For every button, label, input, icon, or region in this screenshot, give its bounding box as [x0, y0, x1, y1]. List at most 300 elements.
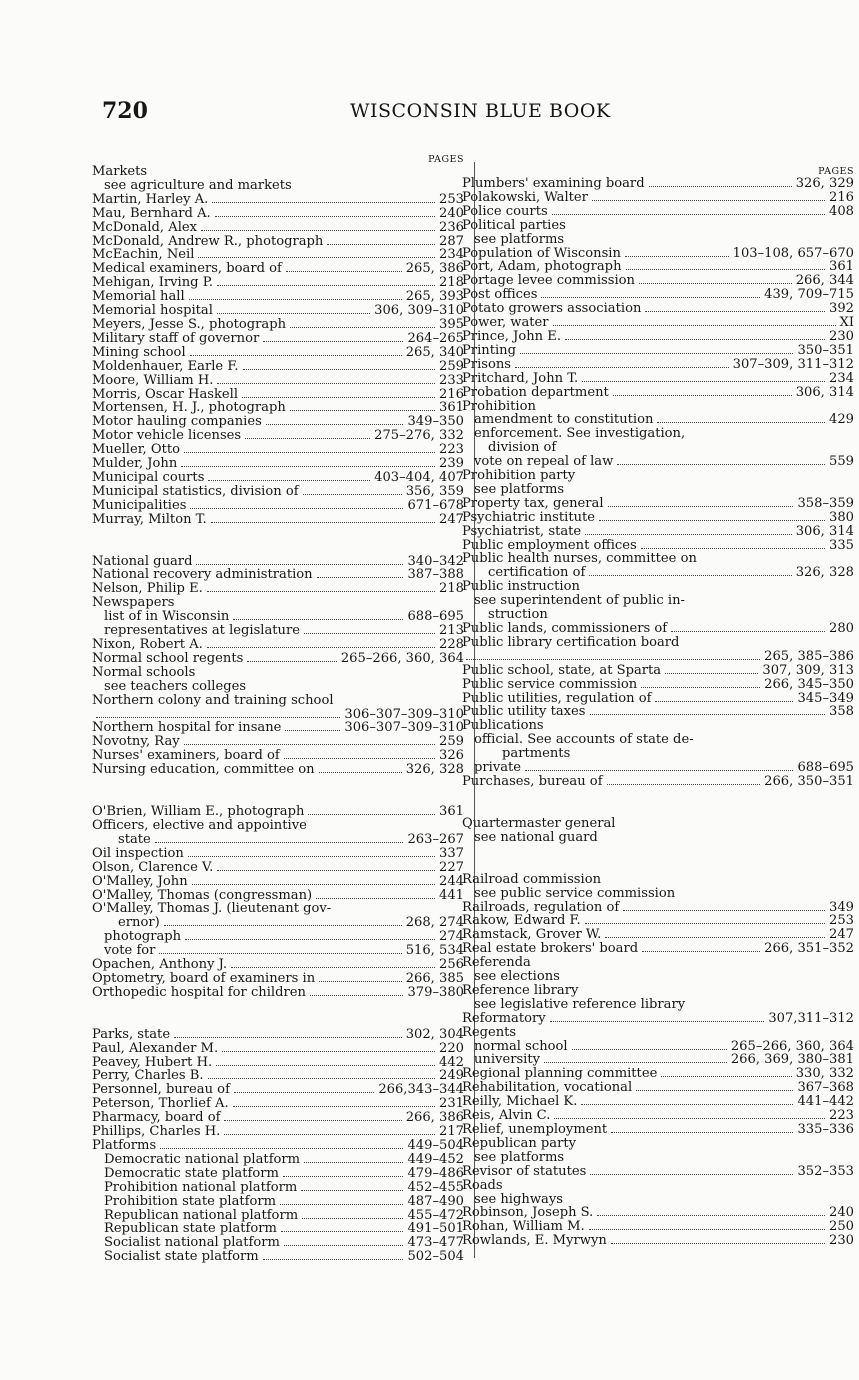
letter-group-gap — [92, 777, 464, 805]
dot-leader — [285, 730, 340, 731]
entry-pages: 216 — [829, 189, 854, 205]
entry-term: Military staff of governor — [92, 330, 260, 346]
entry-term: Municipal courts — [92, 469, 205, 485]
running-title: WISCONSIN BLUE BOOK — [350, 100, 611, 122]
entry-pages: 306, 314 — [795, 384, 854, 400]
entry-term: Paul, Alexander M. — [92, 1040, 219, 1056]
entry-term: Roads — [462, 1177, 503, 1193]
entry-term: official. See accounts of state de- — [474, 732, 694, 748]
dot-leader — [639, 283, 792, 284]
index-entry — [462, 330, 854, 344]
index-entry — [462, 1040, 854, 1054]
entry-pages: 234 — [439, 247, 464, 263]
entry-term: Northern colony and training school — [92, 692, 334, 708]
entry-term: Probation department — [462, 384, 609, 400]
entry-pages: 239 — [439, 456, 464, 472]
entry-pages: 356, 359 — [405, 483, 464, 499]
entry-term: normal school — [474, 1038, 568, 1054]
entry-term: Meyers, Jesse S., photograph — [92, 316, 287, 332]
entry-pages: 429 — [829, 412, 854, 428]
entry-pages: 247 — [829, 927, 854, 943]
index-entry — [92, 1209, 464, 1223]
index-column-right — [462, 166, 854, 1248]
entry-term: see superintendent of public in- — [474, 593, 685, 609]
index-entry — [92, 429, 464, 443]
dot-leader — [217, 870, 435, 871]
entry-term: Optometry, board of examiners in — [92, 970, 316, 986]
entry-term: Moore, William H. — [92, 372, 214, 388]
entry-term: Public service commission — [462, 676, 638, 692]
entry-term: Nelson, Philip E. — [92, 581, 203, 597]
index-entry — [462, 1012, 854, 1026]
entry-term: vote on repeal of law — [474, 454, 614, 470]
index-entry — [462, 177, 854, 191]
entry-pages: 441 — [439, 887, 464, 903]
entry-term: O'Brien, William E., photograph — [92, 804, 305, 820]
entry-pages: 306–307–309–310 — [344, 706, 464, 722]
dot-leader — [304, 1162, 403, 1163]
index-entry — [462, 942, 854, 956]
entry-term: Prisons — [462, 356, 512, 372]
dot-leader — [266, 424, 404, 425]
entry-term: Orthopedic hospital for children — [92, 984, 306, 1000]
entry-pages: 350–351 — [797, 342, 854, 358]
entry-pages: 234 — [829, 370, 854, 386]
dot-leader — [196, 564, 403, 565]
entry-pages: 408 — [829, 203, 854, 219]
entry-term: National recovery administration — [92, 567, 313, 583]
index-entry — [92, 1236, 464, 1250]
dot-leader — [207, 591, 435, 592]
index-entry — [92, 401, 464, 415]
entry-pages: 266, 345–350 — [764, 676, 854, 692]
dot-leader — [466, 659, 760, 660]
entry-term: Public instruction — [462, 579, 580, 595]
dot-leader — [281, 1231, 404, 1232]
entry-pages: 223 — [439, 442, 464, 458]
index-entry — [462, 511, 854, 525]
entry-pages: 367–368 — [797, 1080, 854, 1096]
dot-leader — [327, 244, 435, 245]
entry-term: Public utilities, regulation of — [462, 690, 652, 706]
index-entry — [462, 552, 854, 566]
index-entry — [462, 747, 854, 761]
dot-leader — [284, 758, 435, 759]
index-entry — [462, 636, 854, 650]
index-entry — [92, 179, 464, 193]
index-entry — [462, 998, 854, 1012]
entry-term: O'Malley, Thomas (congressman) — [92, 887, 313, 903]
index-entry — [92, 332, 464, 346]
entry-term: Post offices — [462, 287, 538, 303]
entry-term: Rehabilitation, vocational — [462, 1080, 633, 1096]
index-entry — [462, 483, 854, 497]
entry-pages: 253 — [439, 191, 464, 207]
entry-pages: 266, 386 — [405, 1110, 464, 1126]
entry-term: Plumbers' examining board — [462, 176, 645, 191]
entry-term: Newspapers — [92, 595, 175, 611]
dot-leader — [565, 339, 825, 340]
dot-leader — [280, 1204, 403, 1205]
entry-term: Normal schools — [92, 664, 196, 680]
index-entry — [92, 1097, 464, 1111]
dot-leader — [317, 577, 404, 578]
entry-term: see highways — [474, 1191, 563, 1207]
entry-pages: 306, 309–310 — [374, 303, 464, 319]
index-entry — [92, 596, 464, 610]
entry-term: private — [474, 760, 522, 776]
dot-leader — [626, 269, 826, 270]
index-entry — [92, 652, 464, 666]
entry-pages: 216 — [439, 386, 464, 402]
entry-pages: 361 — [439, 804, 464, 820]
index-entry — [92, 235, 464, 249]
index-entry — [92, 346, 464, 360]
entry-term: Nurses' examiners, board of — [92, 748, 280, 764]
entry-pages: 449–504 — [407, 1138, 464, 1153]
entry-term: ernor) — [118, 915, 160, 931]
dot-leader — [585, 534, 792, 535]
index-entry — [462, 664, 854, 678]
entry-term: Relief, unemployment — [462, 1122, 608, 1137]
entry-term: Psychiatric institute — [462, 509, 596, 525]
entry-pages: 358 — [829, 704, 854, 720]
index-entry — [462, 316, 854, 330]
entry-term: Purchases, bureau of — [462, 773, 603, 789]
entry-pages: 231 — [439, 1096, 464, 1112]
entry-pages: 349–350 — [407, 414, 464, 430]
dot-leader — [247, 661, 337, 662]
entry-term: Peavey, Hubert H. — [92, 1054, 213, 1070]
entry-pages: XI — [839, 315, 854, 331]
index-entry — [92, 847, 464, 861]
index-entry — [92, 1139, 464, 1153]
entry-term: Personnel, bureau of — [92, 1082, 230, 1098]
index-entry — [462, 1095, 854, 1109]
entry-term: Prohibition national platform — [104, 1179, 298, 1195]
index-entry — [92, 1222, 464, 1236]
entry-pages: 275–276, 332 — [374, 428, 464, 444]
entry-term: McDonald, Andrew R., photograph — [92, 233, 324, 249]
index-entry — [462, 594, 854, 608]
index-entry — [462, 469, 854, 483]
dot-leader — [641, 687, 760, 688]
dot-leader — [585, 923, 825, 924]
index-entry — [462, 497, 854, 511]
dot-leader — [582, 381, 825, 382]
dot-leader — [611, 1243, 825, 1244]
entry-term: Democratic state platform — [104, 1165, 279, 1181]
entry-term: Nixon, Robert A. — [92, 637, 203, 652]
index-entry — [462, 1234, 854, 1248]
entry-term: state — [118, 831, 151, 847]
entry-pages: 688–695 — [797, 760, 854, 776]
dot-leader — [201, 230, 435, 231]
index-entry — [462, 733, 854, 747]
entry-term: Platforms — [92, 1138, 157, 1153]
dot-leader — [607, 784, 761, 785]
entry-term: Public school, state, at Sparta — [462, 662, 662, 678]
entry-pages: 326, 328 — [405, 762, 464, 778]
entry-pages: 250 — [829, 1219, 854, 1235]
entry-term: Real estate brokers' board — [462, 941, 639, 957]
entry-term: Memorial hospital — [92, 303, 213, 319]
entry-pages: 218 — [439, 275, 464, 291]
entry-pages: 265, 393 — [405, 289, 464, 305]
entry-term: Reformatory — [462, 1010, 546, 1026]
index-entry — [462, 775, 854, 789]
index-entry — [92, 1167, 464, 1181]
index-entry — [92, 165, 464, 179]
entry-pages: 395 — [439, 316, 464, 332]
index-entry — [462, 1193, 854, 1207]
entry-pages: 307,311–312 — [768, 1010, 854, 1026]
entry-pages: 392 — [829, 301, 854, 317]
dot-leader — [242, 397, 435, 398]
dot-leader — [207, 647, 435, 648]
dot-leader — [212, 202, 435, 203]
entry-term: McEachin, Neil — [92, 247, 195, 263]
index-entry — [462, 956, 854, 970]
dot-leader — [184, 744, 435, 745]
entry-term: National guard — [92, 553, 193, 569]
dot-leader — [96, 717, 340, 718]
index-entry — [462, 692, 854, 706]
entry-term: Quartermaster general — [462, 815, 616, 831]
pages-heading: PAGES — [818, 166, 854, 177]
entry-term: Socialist state platform — [104, 1249, 259, 1265]
index-entry — [462, 1067, 854, 1081]
entry-term: Pharmacy, board of — [92, 1110, 221, 1126]
entry-term: Publications — [462, 718, 544, 734]
entry-term: Nursing education, committee on — [92, 762, 315, 778]
index-entry — [462, 1137, 854, 1151]
entry-term: Regents — [462, 1024, 517, 1040]
index-entry — [92, 471, 464, 485]
dot-leader — [661, 1076, 791, 1077]
index-entry — [462, 344, 854, 358]
dot-leader — [185, 939, 435, 940]
index-entry — [92, 861, 464, 875]
dot-leader — [645, 311, 825, 312]
dot-leader — [608, 506, 794, 507]
right-groups — [462, 177, 854, 1248]
entry-pages: 307, 309, 313 — [762, 662, 854, 678]
index-entry — [92, 221, 464, 235]
index-entry — [462, 525, 854, 539]
index-entry — [92, 485, 464, 499]
index-entry — [462, 372, 854, 386]
entry-term: Democratic national platform — [104, 1151, 301, 1167]
index-entry — [92, 735, 464, 749]
index-entry — [92, 902, 464, 916]
index-entry — [462, 288, 854, 302]
entry-term: Public health nurses, committee on — [462, 551, 697, 567]
index-entry — [462, 1179, 854, 1193]
index-entry — [92, 1181, 464, 1195]
dot-leader — [231, 967, 435, 968]
entry-pages: 349 — [829, 899, 854, 915]
dot-leader — [599, 520, 825, 521]
entry-term: Public library certification board — [462, 634, 680, 650]
dot-leader — [617, 464, 825, 465]
index-entry — [92, 513, 464, 527]
entry-term: see platforms — [474, 481, 565, 497]
index-entry — [462, 1081, 854, 1095]
entry-term: Normal school regents — [92, 650, 244, 666]
dot-leader — [215, 216, 435, 217]
dot-leader — [310, 995, 404, 996]
entry-term: Officers, elective and appointive — [92, 817, 307, 833]
index-entry — [462, 219, 854, 233]
index-entry — [462, 650, 854, 664]
index-entry — [92, 875, 464, 889]
entry-term: Portage levee commission — [462, 273, 635, 289]
entry-term: Public lands, commissioners of — [462, 621, 668, 636]
index-entry — [462, 1220, 854, 1234]
entry-term: Medical examiners, board of — [92, 261, 282, 277]
entry-pages: 103–108, 657–670 — [732, 245, 854, 261]
dot-leader — [554, 1118, 825, 1119]
entry-pages: 227 — [439, 859, 464, 875]
dot-leader — [590, 1174, 793, 1175]
entry-pages: 266, 351–352 — [764, 941, 854, 957]
entry-term: Police courts — [462, 203, 548, 219]
index-entry — [92, 666, 464, 680]
entry-pages: 439, 709–715 — [764, 287, 854, 303]
index-entry — [92, 1153, 464, 1167]
entry-pages: 326, 328 — [795, 565, 854, 581]
entry-pages: 264–265 — [407, 330, 464, 346]
entry-term: Prohibition party — [462, 468, 576, 484]
index-entry — [462, 191, 854, 205]
index-entry — [92, 916, 464, 930]
dot-leader — [160, 1148, 403, 1149]
index-entry — [462, 831, 854, 845]
entry-pages: 306–307–309–310 — [344, 720, 464, 736]
entry-term: see legislative reference library — [474, 996, 686, 1012]
index-entry — [92, 749, 464, 763]
index-entry — [92, 624, 464, 638]
entry-pages: 265–266, 360, 364 — [730, 1038, 854, 1054]
entry-pages: 326, 329 — [795, 176, 854, 191]
entry-pages: 268, 274 — [405, 915, 464, 931]
entry-term: university — [474, 1052, 541, 1068]
entry-term: Property tax, general — [462, 495, 604, 511]
entry-term: Perry, Charles B. — [92, 1068, 204, 1084]
dot-leader — [190, 508, 403, 509]
index-entry — [462, 580, 854, 594]
entry-pages: 240 — [829, 1205, 854, 1221]
entry-term: list of in Wisconsin — [104, 609, 230, 625]
entry-term: Municipalities — [92, 497, 187, 513]
entry-pages: 228 — [439, 637, 464, 652]
entry-term: Prohibition — [462, 398, 536, 414]
index-entry — [462, 887, 854, 901]
entry-term: Oil inspection — [92, 845, 184, 861]
index-entry — [92, 290, 464, 304]
dot-leader — [589, 1229, 825, 1230]
index-entry — [92, 1125, 464, 1139]
entry-term: Pritchard, John T. — [462, 370, 579, 386]
index-entry — [92, 1056, 464, 1070]
dot-leader — [316, 898, 435, 899]
entry-term: vote for — [104, 943, 156, 959]
dot-leader — [304, 633, 435, 634]
index-entry — [92, 763, 464, 777]
entry-pages: 345–349 — [797, 690, 854, 706]
entry-term: Printing — [462, 342, 516, 358]
index-entry — [92, 833, 464, 847]
entry-pages: 266, 350–351 — [764, 773, 854, 789]
index-entry — [462, 608, 854, 622]
index-entry — [92, 930, 464, 944]
entry-pages: 335–336 — [797, 1122, 854, 1137]
entry-pages: 455–472 — [407, 1207, 464, 1223]
dot-leader — [208, 1078, 435, 1079]
entry-term: Martin, Harley A. — [92, 191, 209, 207]
index-entry — [92, 1111, 464, 1125]
page-header — [102, 98, 802, 134]
entry-term: Mining school — [92, 344, 186, 360]
entry-pages: 473–477 — [407, 1235, 464, 1251]
dot-leader — [581, 1104, 793, 1105]
dot-leader — [589, 575, 791, 576]
entry-pages: 266, 385 — [405, 970, 464, 986]
entry-pages: 361 — [439, 400, 464, 416]
entry-term: Population of Wisconsin — [462, 245, 621, 261]
entry-term: Markets — [92, 164, 148, 179]
entry-pages: 266,343–344 — [378, 1082, 464, 1098]
dot-leader — [597, 1215, 825, 1216]
entry-pages: 479–486 — [407, 1165, 464, 1181]
index-entry — [92, 582, 464, 596]
entry-term: amendment to constitution — [474, 412, 654, 428]
index-entry — [462, 233, 854, 247]
index-entry — [92, 819, 464, 833]
entry-pages: 274 — [439, 929, 464, 945]
entry-term: Novotny, Ray — [92, 734, 180, 750]
entry-pages: 688–695 — [407, 609, 464, 625]
dot-leader — [198, 257, 435, 258]
entry-pages: 287 — [439, 233, 464, 249]
dot-leader — [302, 1218, 403, 1219]
index-entry — [462, 1026, 854, 1040]
entry-term: Mueller, Otto — [92, 442, 180, 458]
entry-term: Moldenhauer, Earle F. — [92, 358, 239, 374]
entry-term: Political parties — [462, 217, 566, 233]
entry-term: Morris, Oscar Haskell — [92, 386, 239, 402]
entry-pages: 265, 340 — [405, 344, 464, 360]
entry-pages: 218 — [439, 581, 464, 597]
index-entry — [92, 568, 464, 582]
dot-leader — [552, 214, 825, 215]
dot-leader — [159, 953, 401, 954]
index-entry — [92, 457, 464, 471]
entry-pages: 266, 344 — [795, 273, 854, 289]
entry-term: Republican party — [462, 1135, 577, 1151]
entry-pages: 361 — [829, 259, 854, 275]
dot-leader — [550, 1021, 765, 1022]
dot-leader — [208, 480, 370, 481]
dot-leader — [184, 452, 435, 453]
dot-leader — [283, 1176, 404, 1177]
dot-leader — [174, 1037, 402, 1038]
index-entry — [462, 873, 854, 887]
index-entry — [92, 805, 464, 819]
index-entry — [462, 400, 854, 414]
index-entry — [92, 944, 464, 958]
